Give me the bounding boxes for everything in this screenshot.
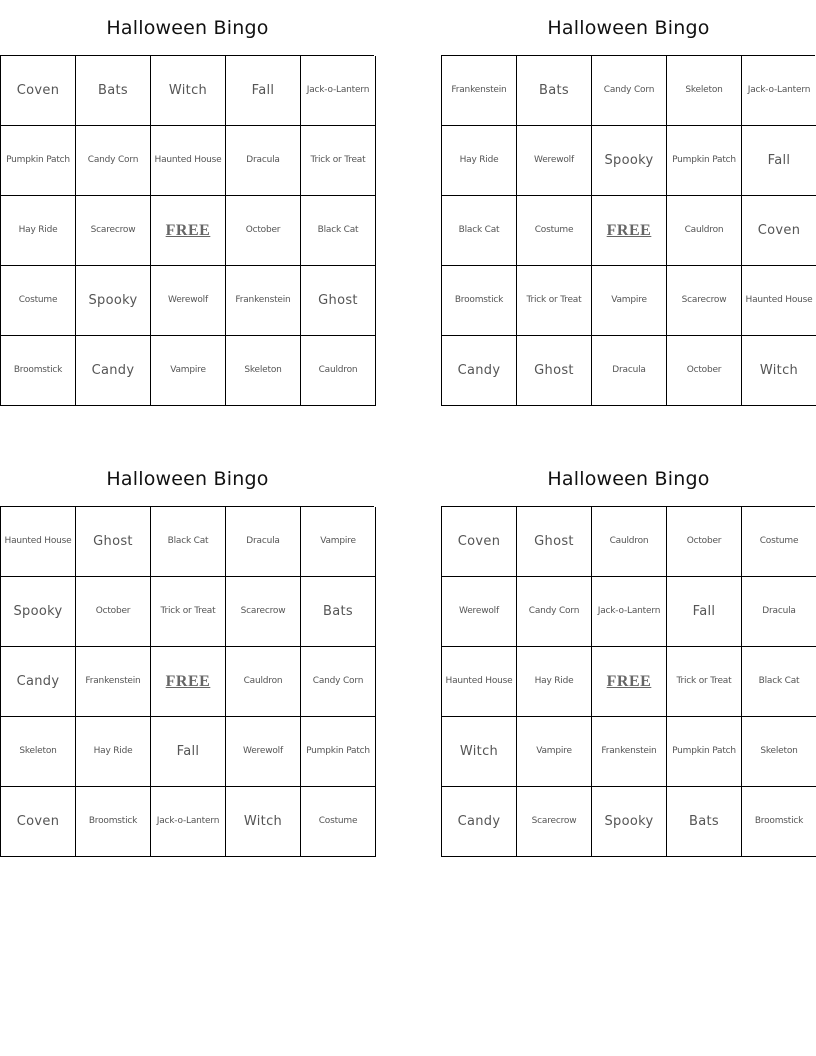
bingo-cell: Trick or Treat xyxy=(301,126,376,196)
bingo-cell: Jack-o-Lantern xyxy=(301,56,376,126)
bingo-cell: Bats xyxy=(517,56,592,126)
bingo-cell: Candy xyxy=(1,647,76,717)
bingo-card-1 xyxy=(0,0,375,406)
bingo-cell: Ghost xyxy=(517,507,592,577)
bingo-cell: Ghost xyxy=(517,336,592,406)
bingo-cell: Black Cat xyxy=(442,196,517,266)
bingo-cell: October xyxy=(667,507,742,577)
bingo-cell: Pumpkin Patch xyxy=(667,717,742,787)
bingo-cell: Cauldron xyxy=(301,336,376,406)
bingo-cell: Costume xyxy=(1,266,76,336)
bingo-card-4 xyxy=(441,451,816,857)
bingo-cell: Fall xyxy=(151,717,226,787)
bingo-cell: Dracula xyxy=(226,126,301,196)
bingo-cell: Candy xyxy=(442,336,517,406)
card-title: Halloween Bingo xyxy=(547,468,710,490)
bingo-cell: Fall xyxy=(742,126,816,196)
bingo-cell: Candy Corn xyxy=(517,577,592,647)
bingo-cell: Coven xyxy=(1,787,76,857)
bingo-cell: Dracula xyxy=(226,507,301,577)
bingo-cell: Witch xyxy=(151,56,226,126)
bingo-grid xyxy=(441,55,815,406)
bingo-grid xyxy=(0,55,374,406)
bingo-cell: Vampire xyxy=(151,336,226,406)
bingo-cell: Werewolf xyxy=(226,717,301,787)
bingo-cell: Broomstick xyxy=(442,266,517,336)
bingo-cell: Cauldron xyxy=(226,647,301,717)
bingo-cell: Candy Corn xyxy=(76,126,151,196)
bingo-grid xyxy=(0,506,374,857)
bingo-cell: Jack-o-Lantern xyxy=(742,56,816,126)
bingo-cell: Skeleton xyxy=(742,717,816,787)
free-space: FREE xyxy=(592,196,667,266)
bingo-cell: Witch xyxy=(742,336,816,406)
bingo-cell: Haunted House xyxy=(151,126,226,196)
bingo-cell: Werewolf xyxy=(151,266,226,336)
bingo-cell: Jack-o-Lantern xyxy=(151,787,226,857)
bingo-cell: Hay Ride xyxy=(442,126,517,196)
bingo-cell: Candy xyxy=(76,336,151,406)
bingo-cell: Scarecrow xyxy=(226,577,301,647)
card-title: Halloween Bingo xyxy=(106,17,269,39)
bingo-cell: Broomstick xyxy=(742,787,816,857)
bingo-cell: Scarecrow xyxy=(517,787,592,857)
bingo-cell: Hay Ride xyxy=(1,196,76,266)
bingo-cell: Broomstick xyxy=(76,787,151,857)
bingo-cell: Frankenstein xyxy=(592,717,667,787)
bingo-cell: Vampire xyxy=(301,507,376,577)
bingo-cell: Costume xyxy=(301,787,376,857)
bingo-cell: Frankenstein xyxy=(442,56,517,126)
bingo-cell: Vampire xyxy=(592,266,667,336)
bingo-cell: Skeleton xyxy=(1,717,76,787)
free-space: FREE xyxy=(151,647,226,717)
bingo-cell: Black Cat xyxy=(742,647,816,717)
bingo-cell: Ghost xyxy=(76,507,151,577)
bingo-cell: October xyxy=(76,577,151,647)
free-space: FREE xyxy=(592,647,667,717)
bingo-cell: Haunted House xyxy=(742,266,816,336)
bingo-cell: Jack-o-Lantern xyxy=(592,577,667,647)
bingo-card-2 xyxy=(441,0,816,406)
bingo-cell: Hay Ride xyxy=(76,717,151,787)
bingo-cell: Pumpkin Patch xyxy=(1,126,76,196)
bingo-cell: Dracula xyxy=(592,336,667,406)
bingo-cell: Haunted House xyxy=(1,507,76,577)
bingo-cell: Skeleton xyxy=(226,336,301,406)
bingo-cell: Candy xyxy=(442,787,517,857)
bingo-cell: October xyxy=(667,336,742,406)
card-title: Halloween Bingo xyxy=(547,17,710,39)
bingo-cell: Scarecrow xyxy=(76,196,151,266)
free-space: FREE xyxy=(151,196,226,266)
card-title: Halloween Bingo xyxy=(106,468,269,490)
bingo-card-3 xyxy=(0,451,375,857)
bingo-cell: Spooky xyxy=(592,787,667,857)
bingo-cell: Bats xyxy=(667,787,742,857)
bingo-cell: Trick or Treat xyxy=(517,266,592,336)
bingo-cell: Hay Ride xyxy=(517,647,592,717)
bingo-cell: Bats xyxy=(76,56,151,126)
bingo-cell: Trick or Treat xyxy=(151,577,226,647)
bingo-cell: Werewolf xyxy=(442,577,517,647)
bingo-cell: Witch xyxy=(226,787,301,857)
bingo-cell: Witch xyxy=(442,717,517,787)
bingo-cell: Coven xyxy=(442,507,517,577)
bingo-cell: Vampire xyxy=(517,717,592,787)
bingo-cell: Spooky xyxy=(76,266,151,336)
bingo-cell: Haunted House xyxy=(442,647,517,717)
bingo-cell: Ghost xyxy=(301,266,376,336)
bingo-cell: Coven xyxy=(742,196,816,266)
bingo-cell: Fall xyxy=(226,56,301,126)
bingo-cell: Fall xyxy=(667,577,742,647)
bingo-cell: Coven xyxy=(1,56,76,126)
bingo-grid xyxy=(441,506,815,857)
bingo-cell: Spooky xyxy=(592,126,667,196)
bingo-cell: Frankenstein xyxy=(76,647,151,717)
bingo-cell: Spooky xyxy=(1,577,76,647)
bingo-cell: Candy Corn xyxy=(301,647,376,717)
bingo-cell: Cauldron xyxy=(592,507,667,577)
bingo-cell: Werewolf xyxy=(517,126,592,196)
bingo-cell: Trick or Treat xyxy=(667,647,742,717)
bingo-cell: Frankenstein xyxy=(226,266,301,336)
bingo-cell: Black Cat xyxy=(301,196,376,266)
bingo-cell: Black Cat xyxy=(151,507,226,577)
bingo-cell: Bats xyxy=(301,577,376,647)
bingo-cell: October xyxy=(226,196,301,266)
bingo-cell: Costume xyxy=(517,196,592,266)
bingo-cell: Pumpkin Patch xyxy=(301,717,376,787)
bingo-cell: Broomstick xyxy=(1,336,76,406)
bingo-cell: Dracula xyxy=(742,577,816,647)
bingo-cell: Skeleton xyxy=(667,56,742,126)
bingo-cell: Scarecrow xyxy=(667,266,742,336)
bingo-cell: Candy Corn xyxy=(592,56,667,126)
bingo-cell: Cauldron xyxy=(667,196,742,266)
bingo-cell: Costume xyxy=(742,507,816,577)
bingo-cell: Pumpkin Patch xyxy=(667,126,742,196)
